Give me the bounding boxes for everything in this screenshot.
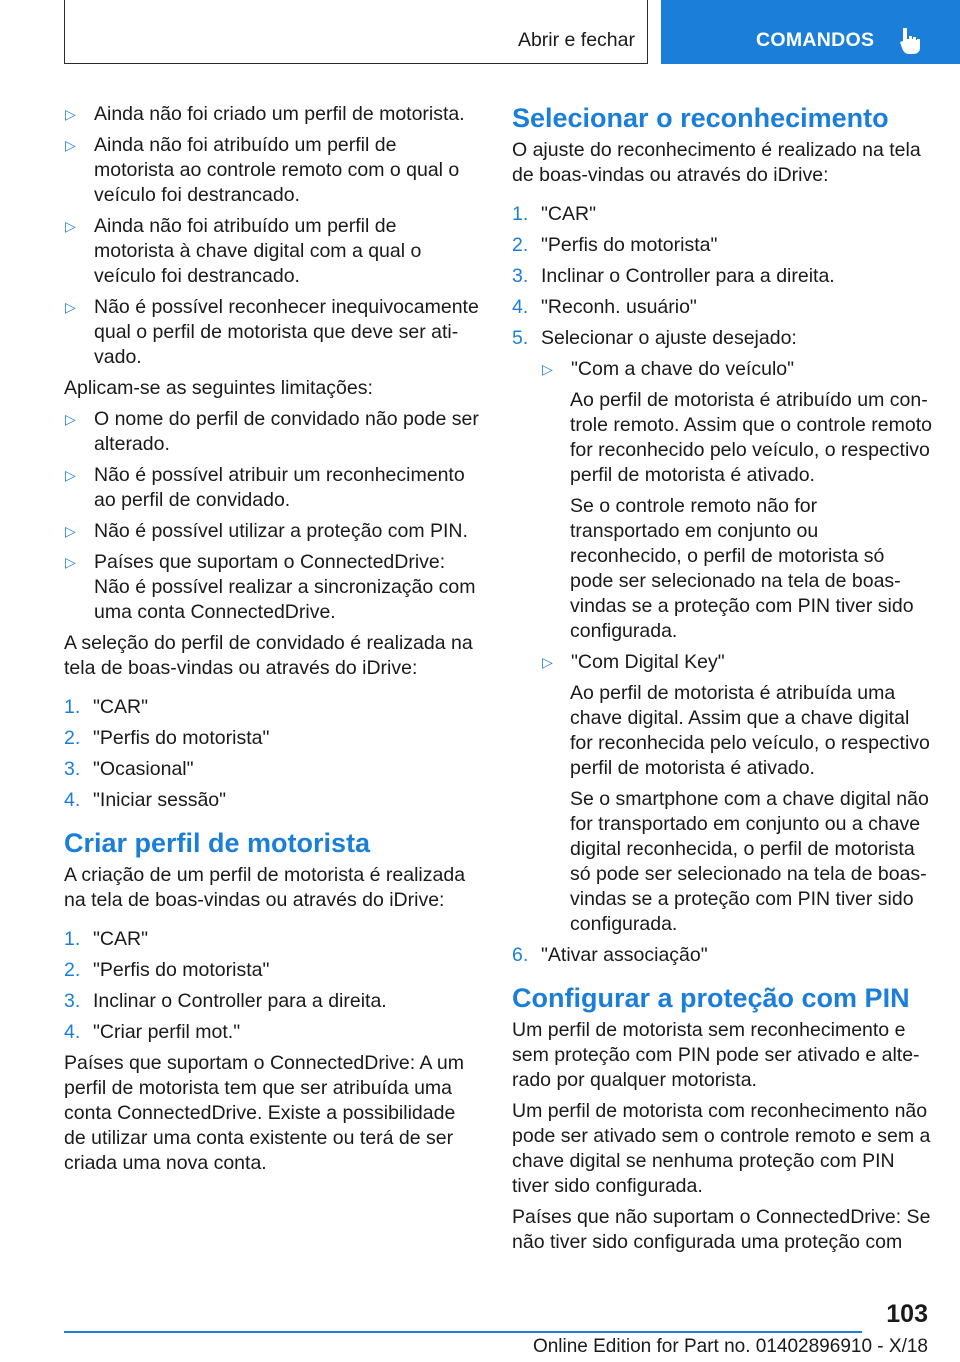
bullet-triangle-icon: ▷ bbox=[542, 361, 553, 377]
tab-label: COMANDOS bbox=[756, 29, 875, 51]
paragraph-pin1: Um perfil de motorista sem reconhecimento e sem proteção com PIN pode ser ativado e alterado por qualquer motorista. bbox=[512, 1019, 920, 1091]
paragraph-limits: Aplicam-se as seguintes limitações: bbox=[64, 377, 373, 399]
section-title: Abrir e fechar bbox=[517, 29, 635, 51]
heading-select-recognition: Selecionar o reconhecimento bbox=[512, 103, 889, 133]
numbered-step: 2. "Perfis do motorista" bbox=[64, 727, 270, 749]
numbered-step: 2. "Perfis do motorista" bbox=[64, 959, 270, 981]
list-item: ▷ Ainda não foi atribuído um perfil de motorista à chave digital com a qual o veículo foi destrancado. bbox=[65, 215, 422, 287]
numbered-step: 3. "Ocasional" bbox=[64, 758, 194, 780]
heading-create-profile: Criar perfil de motorista bbox=[64, 828, 371, 858]
paragraph-select: O ajuste do reconhecimento é realizado na tela de boas-vindas ou através do iDrive: bbox=[512, 139, 921, 186]
list-item: ▷ Não é possível reconhecer inequivocamente qual o perfil de motorista que deve ser ativado. bbox=[65, 296, 479, 368]
heading-pin-protection: Configurar a proteção com PIN bbox=[512, 983, 910, 1013]
tab-comandos[interactable] bbox=[661, 0, 960, 64]
numbered-step: 1. "CAR" bbox=[64, 928, 149, 950]
list-item: ▷ O nome do perfil de convidado não pode ser alterado. bbox=[65, 408, 479, 455]
numbered-step: 5. Selecionar o ajuste desejado: bbox=[512, 327, 797, 349]
numbered-step: 3. Inclinar o Controller para a direita. bbox=[64, 990, 387, 1012]
bullet-triangle-icon: ▷ bbox=[65, 137, 76, 153]
footer-edition: Online Edition for Part no. 01402896910 - X/18 bbox=[532, 1336, 928, 1357]
list-item: ▷ Não é possível atribuir um reconhecimento ao perfil de convidado. bbox=[65, 464, 465, 511]
bullet-triangle-icon: ▷ bbox=[65, 554, 76, 570]
paragraph-guest: A seleção do perfil de convidado é realizada na tela de boas-vindas ou através do iDrive: bbox=[64, 632, 473, 679]
numbered-step: 1. "CAR" bbox=[64, 696, 149, 718]
right-column bbox=[512, 102, 932, 1261]
bullet-triangle-icon: ▷ bbox=[65, 523, 76, 539]
list-item: ▷ Não é possível utilizar a proteção com PIN. bbox=[65, 520, 468, 542]
bullet-triangle-icon: ▷ bbox=[65, 218, 76, 234]
bullet-triangle-icon: ▷ bbox=[65, 411, 76, 427]
list-item: ▷ Países que suportam o ConnectedDrive: Não é possível realizar a sincronização com uma conta ConnectedDrive. bbox=[65, 551, 476, 623]
list-item: ▷ "Com Digital Key" bbox=[542, 651, 725, 673]
paragraph-connected: Países que suportam o ConnectedDrive: A um perfil de motorista tem que ser atribuída uma conta ConnectedDrive. Existe a possibilidade de utilizar uma conta existente ou terá de ser criada uma nova conta. bbox=[64, 1052, 464, 1174]
hand-pointer-icon bbox=[898, 26, 922, 56]
numbered-step: 6. "Ativar associação" bbox=[512, 944, 708, 966]
paragraph-pin2: Um perfil de motorista com reconhecimento não pode ser ativado sem o controle remoto e sem a chave digital se nenhuma proteção com PIN tiver sido configurada. bbox=[512, 1100, 931, 1197]
list-item: ▷ Ainda não foi atribuído um perfil de motorista ao controle remoto com o qual o veículo foi destrancado. bbox=[65, 134, 460, 206]
bullet-triangle-icon: ▷ bbox=[65, 467, 76, 483]
paragraph-option1: Ao perfil de motorista é atribuído um controle remoto. Assim que o controle remoto for reconhecido pelo veículo, o respectivo perfil de motorista é ativado. bbox=[570, 389, 932, 486]
paragraph-option1-note: Se o controle remoto não for transportado em conjunto ou reconhecido, o perfil de motorista só pode ser selecionado na tela de boas-vindas se a proteção com PIN tiver sido configurada. bbox=[570, 495, 914, 642]
numbered-step: 4. "Criar perfil mot." bbox=[64, 1021, 241, 1043]
paragraph-create: A criação de um perfil de motorista é realizada na tela de boas-vindas ou através do iDrive: bbox=[64, 864, 466, 911]
left-column bbox=[64, 102, 480, 1182]
numbered-step: 3. Inclinar o Controller para a direita. bbox=[512, 265, 835, 287]
numbered-step: 4. "Iniciar sessão" bbox=[64, 789, 227, 811]
page-number: 103 bbox=[886, 1300, 928, 1328]
paragraph-pin3: Países que não suportam o ConnectedDrive: Se não tiver sido configurada uma proteção com bbox=[512, 1206, 931, 1253]
numbered-step: 4. "Reconh. usuário" bbox=[512, 296, 697, 318]
list-item: ▷ Ainda não foi criado um perfil de motorista. bbox=[65, 103, 465, 125]
bullet-triangle-icon: ▷ bbox=[65, 106, 76, 122]
header-section-box bbox=[64, 0, 648, 64]
bullet-triangle-icon: ▷ bbox=[542, 654, 553, 670]
paragraph-option2-note: Se o smartphone com a chave digital não for transportado em conjunto ou a chave digital reconhecida, o perfil de motorista só pode ser selecionado na tela de boas-vindas se a proteção com PIN tiver sido configurada. bbox=[570, 788, 929, 935]
numbered-step: 1. "CAR" bbox=[512, 203, 597, 225]
bullet-triangle-icon: ▷ bbox=[65, 299, 76, 315]
numbered-step: 2. "Perfis do motorista" bbox=[512, 234, 718, 256]
paragraph-option2: Ao perfil de motorista é atribuída uma chave digital. Assim que a chave digital for reconhecida pelo veículo, o respectivo perfil de motorista é ativado. bbox=[570, 682, 930, 779]
footer-divider bbox=[64, 1331, 862, 1333]
list-item: ▷ "Com a chave do veículo" bbox=[542, 358, 795, 380]
